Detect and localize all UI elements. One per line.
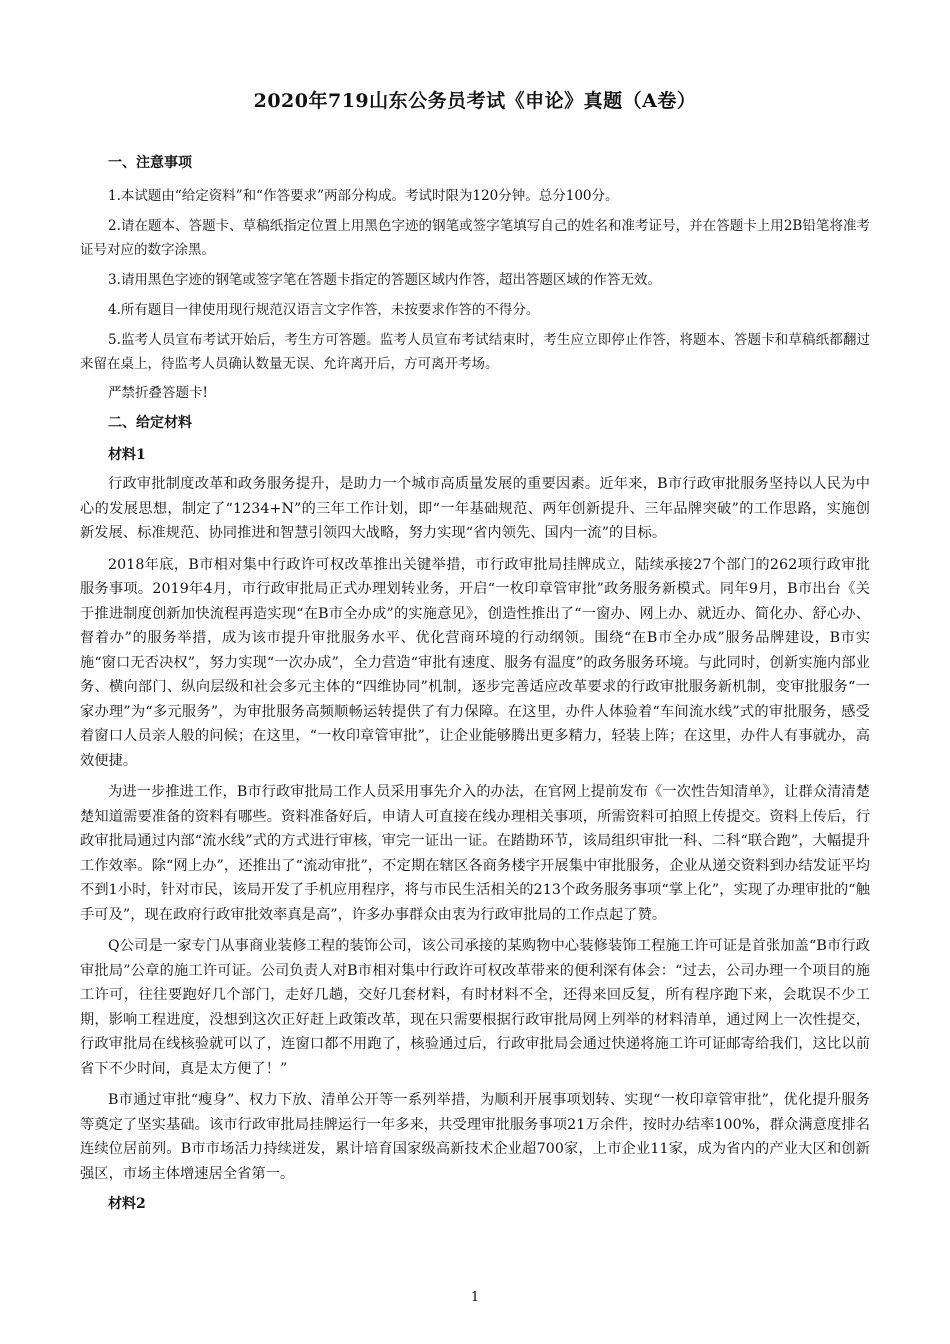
- notice-item-2: 2.请在题本、答题卡、草稿纸指定位置上用黑色字迹的钢笔或签字笔填写自己的姓名和准考证号，并在答题卡上用2B铅笔将准考证号对应的数字涂黑。: [80, 218, 870, 258]
- material-1-paragraph-4: Q公司是一家专门从事商业装修工程的装饰公司，该公司承接的某购物中心装修装饰工程施工许可证是首张加盖“B市行政审批局”公章的施工许可证。公司负责人对B市相对集中行政许可权改革带来的便利深有体会：“过去，公司办理一个项目的施工许可，往往要跑好几个部门，走好几趟，交好几套材料，有时材料不全，还得来回反复，所有程序跑下来，会耽误不少工期，影响工程进度，没想到这次正好赶上政策改革，现在只需要根据行政审批局网上列举的材料清单，通过网上一次性提交，行政审批局在线核验就可以了，连窗口都不用跑了，核验通过后，行政审批局会通过快递将施工许可证邮寄给我们，这比以前省下不少时间，真是太方便了！”: [80, 938, 870, 1077]
- notice-item-3: 3.请用黑色字迹的钢笔或签字笔在答题卡指定的答题区域内作答，超出答题区域的作答无效。: [108, 272, 661, 288]
- page-number: 1: [470, 1290, 480, 1305]
- warning-text: 严禁折叠答题卡!: [108, 385, 208, 401]
- section-heading-notices: 一、注意事项: [108, 155, 192, 171]
- material-2-label: 材料2: [108, 1196, 146, 1212]
- notice-item-4: 4.所有题目一律使用现行规范汉语言文字作答，未按要求作答的不得分。: [108, 302, 540, 318]
- document-title: 2020年719山东公务员考试《申论》真题（A卷）: [253, 90, 697, 112]
- material-1-paragraph-3: 为进一步推进工作，B市行政审批局工作人员采用事先介入的办法，在官网上提前发布《一次性告知清单》，让群众清清楚楚知道需要准备的资料有哪些。资料准备好后，申请人可直接在线办理相关事项，所需资料可拍照上传提交。资料上传后，行政审批局通过内部“流水线”式的方式进行审核，审完一证出一证。在踏勘环节，该局组织审批一科、二科“联合跑”，大幅提升工作效率。除“网上办”，还推出了“流动审批”，不定期在辖区各商务楼宇开展集中审批服务，企业从递交资料到办结发证平均不到1小时，针对市民，该局开发了手机应用程序，将与市民生活相关的213个政务服务事项“掌上化”，实现了办理审批的“触手可及”，现在政府行政审批效率真是高”，许多办事群众由衷为行政审批局的工作点起了赞。: [80, 784, 870, 923]
- notice-item-1: 1.本试题由“给定资料”和“作答要求”两部分构成。考试时限为120分钟。总分100分。: [108, 188, 619, 204]
- material-1-paragraph-1: 行政审批制度改革和政务服务提升，是助力一个城市高质量发展的重要因素。近年来，B市行政审批服务坚持以人民为中心的发展思想，制定了“1234+N”的三年工作计划，即“一年基础规范、两年创新提升、三年品牌突破”的工作思路，实施创新发展、标准规范、协同推进和智慧引领四大战略，努力实现“省内领先、国内一流”的目标。: [80, 476, 870, 541]
- document-body: [80, 152, 870, 1221]
- material-1-label: 材料1: [108, 447, 146, 463]
- section-heading-materials: 二、给定材料: [108, 415, 192, 431]
- notice-item-5: 5.监考人员宣布考试开始后，考生方可答题。监考人员宣布考试结束时，考生应立即停止作答，将题本、答题卡和草稿纸都翻过来留在桌上，待监考人员确认数量无误、允许离开后，方可离开考场。: [80, 332, 870, 372]
- material-1-paragraph-2: 2018年底，B市相对集中行政许可权改革推出关键举措，市行政审批局挂牌成立，陆续承接27个部门的262项行政审批服务事项。2019年4月，市行政审批局正式办理划转业务，开启“一枚印章管审批”政务服务新模式。同年9月，B市出台《关于推进制度创新加快流程再造实现“在B市全办成”的实施意见》，创造性推出了“一窗办、网上办、就近办、简化办、舒心办、督着办”的服务举措，成为该市提升审批服务水平、优化营商环境的行动纲领。围绕“在B市全办成”服务品牌建设，B市实施“窗口无否决权”，努力实现“一次办成”，全力营造“审批有速度、服务有温度”的政务服务环境。与此同时，创新实施内部业务、横向部门、纵向层级和社会多元主体的“四维协同”机制，逐步完善适应改革要求的行政审批服务新机制，变审批服务“一家办理”为“多元服务”，为审批服务高频顺畅运转提供了有力保障。在这里，办件人体验着“车间流水线”式的审批服务，感受着窗口人员亲人般的问候；在这里，“一枚印章管审批”，让企业能够腾出更多精力，轻装上阵；在这里，办件人有事就办，高效便捷。: [80, 556, 870, 769]
- material-1-paragraph-5: B市通过审批“瘦身”、权力下放、清单公开等一系列举措，为顺利开展事项划转、实现“一枚印章管审批”，优化提升服务等奠定了坚实基础。该市行政审批局挂牌运行一年多来，共受理审批服务事项21万余件，按时办结率100%，群众满意度排名连续位居前列。B市市场活力持续迸发，累计培育国家级高新技术企业超700家，上市企业11家，成为省内的产业大区和创新强区，市场主体增速居全省第一。: [80, 1092, 870, 1182]
